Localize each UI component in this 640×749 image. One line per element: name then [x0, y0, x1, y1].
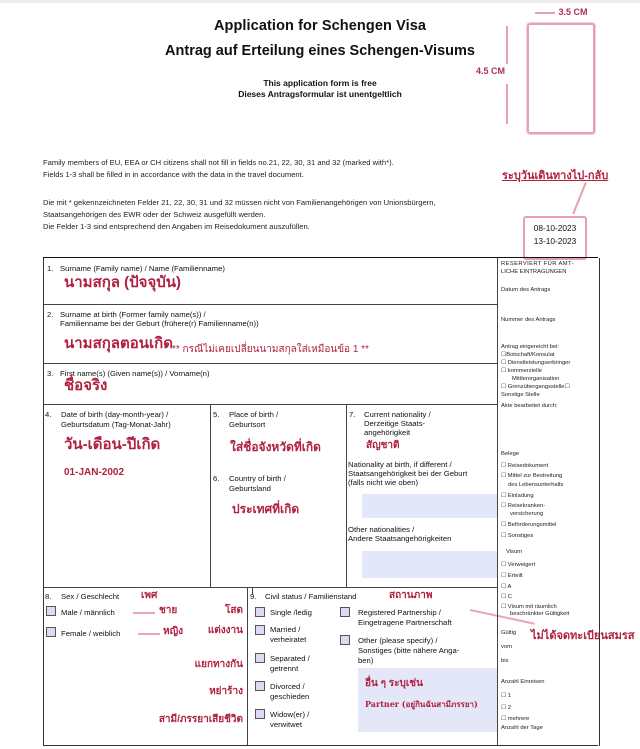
- note-en-1: Family members of EU, EEA or CH citizens shall not fill in fields no.21, 22, 30, 31 and 32 (marked with*).: [43, 158, 394, 167]
- partnership-hint: ไม่ได้จดทะเบียนสมรส: [531, 630, 635, 642]
- partnership-label-1: Registered Partnership /: [358, 608, 441, 617]
- reserved-gueltig: Gültig: [501, 630, 517, 636]
- reserved-belege-5: ☐ Reisekranken-: [501, 503, 546, 509]
- reserved-title-2: LICHE EINTRAGUNGEN: [501, 269, 567, 275]
- field-label-2: Geburtsort: [229, 420, 266, 429]
- field-sex: [44, 587, 247, 746]
- note-en-2: Fields 1-3 shall be filled in in accordance with the data in the travel document.: [43, 170, 304, 179]
- reserved-sub-opt-3: ☐ kommerzielle: [501, 368, 542, 374]
- reserved-visum-6: beschränkter Gültigkeit: [510, 611, 570, 617]
- reserved-sub-opt-6: Sonstige Stelle: [501, 392, 540, 398]
- female-hint: หญิง: [163, 626, 183, 637]
- other-status-hint-1: อื่น ๆ ระบุเช่น: [365, 678, 423, 689]
- other-status-hint-2: Partner (อยู่กินฉันสามีภรรยา): [365, 699, 478, 709]
- divorced-label-1: Divorced /: [270, 682, 305, 691]
- reserved-tage: Anzahl der Tage: [501, 725, 543, 731]
- return-date: 13-10-2023: [533, 236, 577, 246]
- field-first-name[interactable]: [44, 363, 498, 404]
- reserved-visum-1: ☐ Verweigert: [501, 562, 536, 568]
- reserved-bis: bis: [501, 658, 509, 664]
- field-hint: ใส่ชื่อจังหวัดที่เกิด: [230, 440, 321, 454]
- form-title-de: Antrag auf Erteilung eines Schengen-Visums: [165, 43, 475, 59]
- reserved-visum: Visum: [506, 549, 523, 555]
- separated-label-2: getrennt: [270, 664, 299, 673]
- widowed-checkbox[interactable]: [255, 709, 265, 719]
- field-label-1: Country of birth /: [229, 474, 286, 483]
- field-label: First name(s) (Given name(s)) / Vorname(n): [60, 369, 210, 378]
- reserved-handled: Akte bearbeitet durch:: [501, 403, 558, 409]
- field-label-1: Surname at birth (Former family name(s)) /: [60, 310, 206, 319]
- field-label-2: Familienname bei der Geburt (frühere(r) Familienname(n)): [60, 319, 259, 328]
- other-status-label-3: ben): [358, 656, 374, 665]
- female-label: Female / weiblich: [61, 629, 121, 638]
- male-checkbox[interactable]: [46, 606, 56, 616]
- field-hint: วัน-เดือน-ปีเกิด: [64, 436, 161, 453]
- field-label-2: Derzeitige Staats-: [364, 419, 426, 428]
- reserved-submitted: Antrag eingereicht bei:: [501, 344, 560, 350]
- reserved-sub-opt-2: ☐ Dienstleistungserbringer: [501, 360, 571, 366]
- nationality-at-birth-label-2: Staatsangehörigkeit bei der Geburt: [348, 469, 468, 478]
- registered-partnership-checkbox[interactable]: [340, 607, 350, 617]
- field-label-2: Geburtsdatum (Tag-Monat-Jahr): [61, 420, 171, 429]
- photo-height-line-bottom: [506, 84, 508, 124]
- reserved-visum-4: ☐ C: [501, 594, 512, 600]
- reserved-belege-7: ☐ Beförderungsmittel: [501, 522, 557, 528]
- reserved-sub-opt-4: Mittlerorganisation: [512, 376, 560, 382]
- reserved-sub-opt-5: ☐ Grenzübergangsstelle☐: [501, 384, 570, 390]
- field-nationality[interactable]: [346, 404, 498, 587]
- reserved-belege-4: ☐ Einladung: [501, 493, 534, 499]
- field-country-of-birth[interactable]: [210, 474, 346, 587]
- note-de-1: Die mit * gekennzeichneten Felder 21, 22, 30, 31 und 32 müssen nicht von Familienangehörigen von Unionsbürgern,: [43, 198, 436, 207]
- field-label: Surname (Family name) / Name (Familienname): [60, 264, 225, 273]
- field-number: 3.: [47, 369, 54, 378]
- other-status-label-2: Sonstiges (bitte nähere Anga-: [358, 646, 460, 655]
- female-pointer: [138, 633, 160, 635]
- field-hint: ประเทศที่เกิด: [232, 502, 300, 516]
- field-number: 5.: [213, 410, 220, 419]
- civil-hint-divorced: หย่าร้าง: [209, 686, 243, 697]
- field-note: ** กรณีไม่เคยเปลี่ยนนามสกุลใส่เหมือนข้อ 1 **: [172, 344, 369, 355]
- free-notice-en: This application form is free: [263, 78, 377, 88]
- divorced-label-2: geschieden: [270, 692, 310, 701]
- widowed-label-1: Widow(er) /: [270, 710, 310, 719]
- reserved-einreisen: Anzahl Einreisen: [501, 679, 545, 685]
- official-use-column: [497, 258, 600, 746]
- reserved-sub-opt-1: ☐Botschaft/Konsulat: [501, 352, 555, 358]
- widowed-label-2: verwitwet: [270, 720, 303, 729]
- reserved-einreisen-1: ☐ 1: [501, 693, 512, 699]
- field-label: Civil status / Familienstand: [265, 592, 357, 601]
- reserved-belege-2: ☐ Mittel zur Bestreitung: [501, 473, 563, 479]
- field-number: 2.: [47, 310, 54, 319]
- married-label-2: verheiratet: [270, 635, 307, 644]
- field-place-of-birth[interactable]: [210, 404, 346, 474]
- other-nationalities-input[interactable]: [362, 551, 497, 578]
- field-hint: สถานภาพ: [389, 590, 433, 601]
- field-number: 6.: [213, 474, 220, 483]
- reserved-visum-5: ☐ Visum mit räumlich: [501, 604, 557, 610]
- separated-checkbox[interactable]: [255, 653, 265, 663]
- photo-placeholder[interactable]: [527, 23, 595, 134]
- reserved-belege-1: ☐ Reisedokument: [501, 463, 549, 469]
- male-label: Male / männlich: [61, 608, 115, 617]
- divorced-checkbox[interactable]: [255, 681, 265, 691]
- reserved-belege: Belege: [501, 451, 520, 457]
- field-number: 1.: [47, 264, 54, 273]
- single-label: Single /ledig: [270, 608, 312, 617]
- notes-en: [43, 157, 394, 181]
- other-nationalities-label-1: Other nationalities /: [348, 525, 415, 534]
- field-hint: สัญชาติ: [366, 440, 400, 451]
- field-label-2: Geburtsland: [229, 484, 271, 493]
- other-nationalities-label-2: Andere Staatsangehörigkeiten: [348, 534, 452, 543]
- top-bar: [0, 0, 640, 3]
- male-hint: ชาย: [159, 605, 178, 616]
- field-number: 4.: [45, 410, 52, 419]
- field-label-1: Place of birth /: [229, 410, 279, 419]
- field-civil-status: [247, 587, 498, 746]
- photo-width-text: 3.5 CM: [558, 7, 588, 17]
- civil-hint-separated: แยกทางกัน: [194, 659, 243, 670]
- separated-label-1: Separated /: [270, 654, 310, 663]
- notes-de: [43, 197, 436, 233]
- field-surname-at-birth[interactable]: [44, 304, 498, 363]
- field-number: 9.: [250, 592, 257, 601]
- reserved-number: Nummer des Antrags: [501, 317, 556, 323]
- annotation-leader-line: [572, 182, 587, 214]
- other-status-label-1: Other (please specify) /: [358, 636, 438, 645]
- application-form: [43, 258, 498, 746]
- reserved-visum-3: ☐ A: [501, 584, 512, 590]
- form-bottom-rule: [43, 745, 598, 746]
- photo-height-line-top: [506, 26, 508, 64]
- reserved-einreisen-2: ☐ 2: [501, 705, 512, 711]
- field-label-1: Date of birth (day-month-year) /: [61, 410, 169, 419]
- reserved-einreisen-3: ☐ mehrere: [501, 716, 530, 722]
- other-status-checkbox[interactable]: [340, 635, 350, 645]
- field-number: 7.: [349, 410, 356, 419]
- nationality-at-birth-label-3: (falls nicht wie oben): [348, 478, 419, 487]
- male-pointer: [133, 612, 155, 614]
- field-hint: นามสกุลตอนเกิด: [64, 335, 173, 352]
- married-label-1: Married /: [270, 625, 301, 634]
- field-example: 01-JAN-2002: [64, 467, 125, 478]
- single-checkbox[interactable]: [255, 607, 265, 617]
- reserved-title-1: RESERVIERT FÜR AMT-: [501, 261, 574, 267]
- married-checkbox[interactable]: [255, 625, 265, 635]
- field-hint: ชื่อจริง: [64, 377, 108, 394]
- note-de-2: Staatsangehörigen des EWR oder der Schweiz ausgefüllt werden.: [43, 210, 266, 219]
- travel-dates-annotation: ระบุวันเดินทางไป-กลับ: [502, 170, 609, 182]
- field-date-of-birth[interactable]: [44, 404, 210, 587]
- form-title-en: Application for Schengen Visa: [213, 18, 427, 34]
- field-surname[interactable]: [44, 258, 498, 304]
- nationality-at-birth-input[interactable]: [362, 494, 497, 518]
- female-checkbox[interactable]: [46, 627, 56, 637]
- reserved-belege-6: versicherung: [510, 511, 544, 517]
- free-notice-de: Dieses Antragsformular ist unentgeltlich: [238, 89, 402, 99]
- civil-hint-married: แต่งงาน: [207, 625, 243, 636]
- note-de-3: Die Felder 1-3 sind entsprechend den Angaben im Reisedokument auszufüllen.: [43, 222, 310, 231]
- field-label-3: angehörigkeit: [364, 428, 411, 437]
- field-label-1: Current nationality /: [364, 410, 431, 419]
- reserved-belege-8: ☐ Sonstiges: [501, 533, 534, 539]
- reserved-vom: vom: [501, 644, 512, 650]
- nationality-at-birth-label-1: Nationality at birth, if different /: [348, 460, 452, 469]
- travel-dates-box: [523, 216, 587, 260]
- photo-height-label: 4.5 CM: [476, 66, 506, 76]
- reserved-visum-2: ☐ Erteilt: [501, 573, 523, 579]
- civil-hint-single: โสด: [225, 605, 243, 616]
- field-hint: นามสกุล (ปัจจุบัน): [64, 274, 182, 291]
- field-label: Sex / Geschlecht: [61, 592, 120, 601]
- reserved-date: Datum des Antrags: [501, 287, 551, 293]
- civil-hint-widowed: สามี/ภรรยาเสียชีวิต: [158, 714, 243, 725]
- partnership-label-2: Eingetragene Partnerschaft: [358, 618, 452, 627]
- departure-date: 08-10-2023: [533, 223, 577, 233]
- field-hint: เพศ: [141, 590, 158, 601]
- field-number: 8.: [45, 592, 52, 601]
- reserved-belege-3: des Lebensunterhalts: [508, 482, 564, 488]
